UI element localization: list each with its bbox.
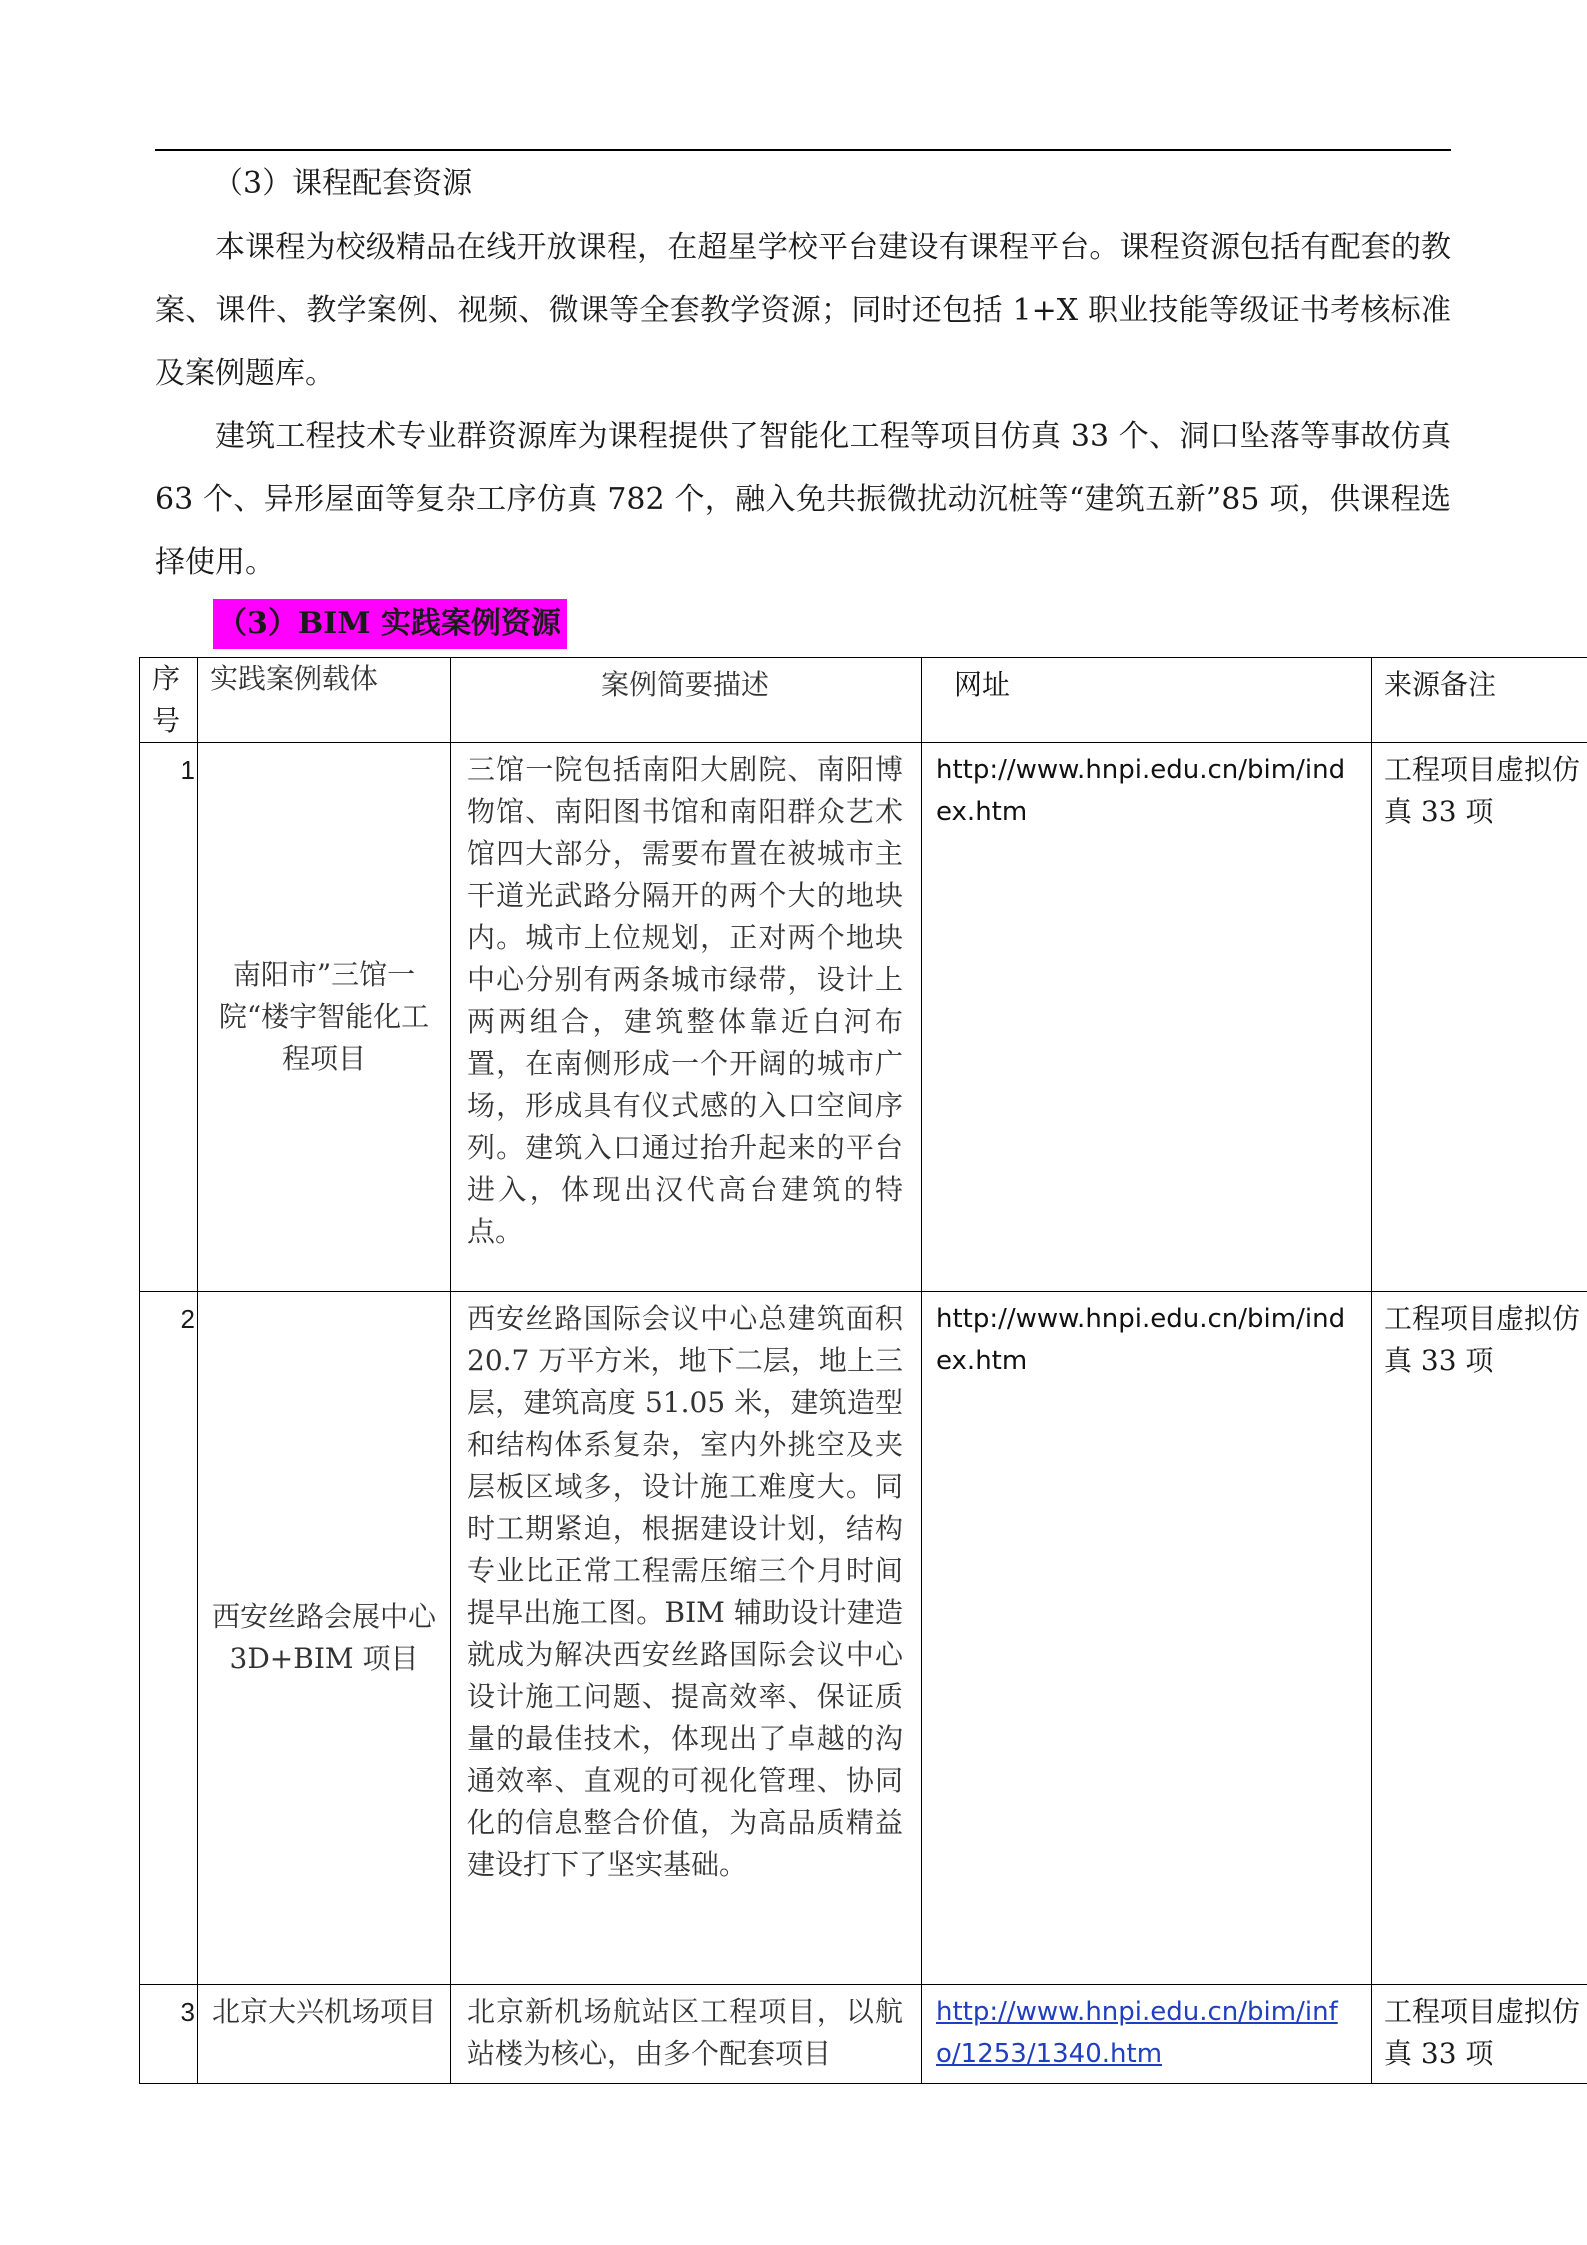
table-header-row [140, 658, 1587, 743]
row-source: 工程项目虚拟仿真 33 项 [1372, 1292, 1587, 1985]
row-no: 2 [140, 1292, 198, 1985]
row-case-name: 北京大兴机场项目 [198, 1985, 451, 2084]
row-url: http://www.hnpi.edu.cn/bim/index.htm [922, 1292, 1372, 1985]
row-source: 工程项目虚拟仿真 33 项 [1372, 1985, 1587, 2084]
table-row [140, 1985, 1587, 2084]
header-no: 序号 [140, 658, 198, 743]
header-case-carrier: 实践案例载体 [198, 658, 451, 743]
paragraph-resource-library: 建筑工程技术专业群资源库为课程提供了智能化工程等项目仿真 33 个、洞口坠落等事故仿真 63 个、异形屋面等复杂工序仿真 782 个，融入免共振微扰动沉桩等“建筑五新”85 项，供课程选择使用。 [155, 419, 1451, 580]
section-heading: （3）课程配套资源 [213, 166, 473, 201]
row-url: http://www.hnpi.edu.cn/bim/index.htm [922, 743, 1372, 1292]
header-source: 来源备注 [1372, 658, 1587, 743]
table-row [140, 1292, 1587, 1985]
table-row [140, 743, 1587, 1292]
highlighted-heading-bim: （3）BIM 实践案例资源 [213, 599, 567, 649]
header-rule [155, 149, 1451, 151]
row-source: 工程项目虚拟仿真 33 项 [1372, 743, 1587, 1292]
row-url-cell [922, 1985, 1372, 2084]
row-url-link[interactable]: http://www.hnpi.edu.cn/bim/info/1253/1340.htm [936, 1997, 1338, 2069]
row-no: 3 [140, 1985, 198, 2084]
row-description: 北京新机场航站区工程项目，以航站楼为核心，由多个配套项目 [451, 1985, 922, 2084]
row-case-name: 南阳市”三馆一院“楼宇智能化工程项目 [198, 743, 451, 1292]
row-description: 西安丝路国际会议中心总建筑面积 20.7 万平方米，地下二层，地上三层，建筑高度 51.05 米，建筑造型和结构体系复杂，室内外挑空及夹层板区域多，设计施工难度大。同时工期紧迫，根据建设计划，结构专业比正常工程需压缩三个月时间提早出施工图。BIM 辅助设计建造就成为解决西安丝路国际会议中心设计施工问题、提高效率、保证质量的最佳技术，体现出了卓越的沟通效率、直观的可视化管理、协同化的信息整合价值，为高品质精益建设打下了坚实基础。 [451, 1292, 922, 1985]
row-case-name: 西安丝路会展中心 3D+BIM 项目 [198, 1292, 451, 1985]
row-no: 1 [140, 743, 198, 1292]
header-url: 网址 [922, 658, 1372, 743]
header-description: 案例简要描述 [451, 658, 922, 743]
row-description: 三馆一院包括南阳大剧院、南阳博物馆、南阳图书馆和南阳群众艺术馆四大部分，需要布置在被城市主干道光武路分隔开的两个大的地块内。城市上位规划，正对两个地块中心分别有两条城市绿带，设计上两两组合，建筑整体靠近白河布置，在南侧形成一个开阔的城市广场，形成具有仪式感的入口空间序列。建筑入口通过抬升起来的平台进入，体现出汉代高台建筑的特点。 [451, 743, 922, 1292]
bim-case-table [139, 657, 1587, 2084]
paragraph-course-resources: 本课程为校级精品在线开放课程，在超星学校平台建设有课程平台。课程资源包括有配套的教案、课件、教学案例、视频、微课等全套教学资源；同时还包括 1+X 职业技能等级证书考核标准及案例题库。 [155, 230, 1451, 391]
